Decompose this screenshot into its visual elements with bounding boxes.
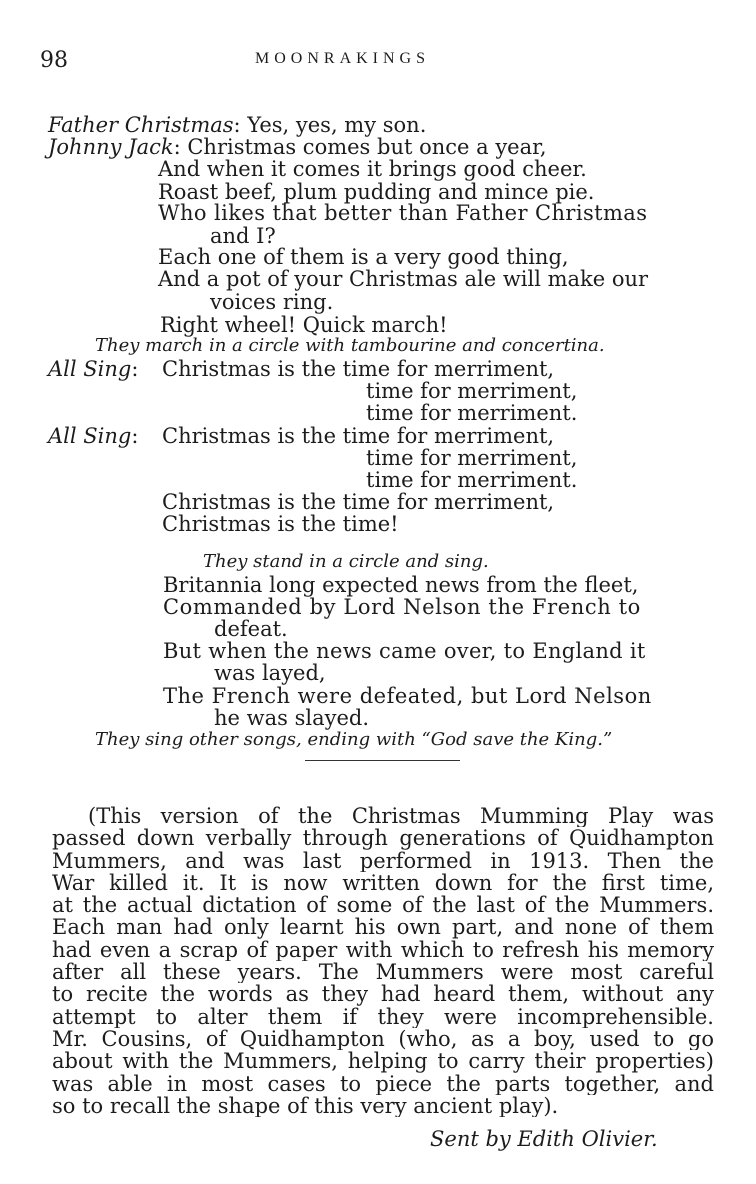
stage-direction: They march in a circle with tambourine and concertina. — [95, 335, 605, 356]
song-line: Christmas is the time for merriment, — [162, 357, 555, 381]
dialogue-line — [48, 135, 547, 159]
speech-line: Right wheel! Quick march! — [160, 313, 448, 337]
note-line: had even a scrap of paper with which to refresh his memory — [52, 938, 714, 962]
verse-line: Commanded by Lord Nelson the French to — [163, 595, 641, 619]
verse-line: defeat. — [214, 617, 288, 641]
song-line: time for merriment, — [366, 446, 578, 470]
note-line: was able in most cases to piece the parts together, and — [52, 1072, 714, 1095]
song-line: Christmas is the time! — [162, 512, 399, 536]
verse-line: Britannia long expected news from the fleet, — [163, 573, 639, 597]
verse-line: But when the news came over, to England it — [163, 639, 646, 663]
speaker-name: Johnny Jack — [48, 135, 174, 159]
note-line: about with the Mummers, helping to carry their properties) — [52, 1050, 714, 1073]
note-line: attempt to alter them if they were incomprehensible. — [52, 1005, 714, 1028]
note-line: Mummers, and was last performed in 1913. Then the — [52, 849, 714, 872]
speech-line: And a pot of your Christmas ale will make our — [158, 267, 649, 291]
note-line: Mr. Cousins, of Quidhampton (who, as a boy, used to go — [52, 1027, 714, 1051]
dialogue-line — [48, 113, 426, 137]
signature: Sent by Edith Olivier. — [430, 1127, 658, 1151]
note-line: so to recall the shape of this very ancient play). — [52, 1094, 559, 1118]
speech-line: Each one of them is a very good thing, — [158, 245, 569, 269]
page-header — [40, 48, 730, 78]
stage-direction: They sing other songs, ending with “God save the King.” — [95, 729, 613, 750]
note-line: to recite the words as they had heard them, without any — [52, 983, 714, 1006]
section-divider — [305, 760, 460, 761]
page-number: 98 — [40, 48, 68, 73]
song-line: time for merriment. — [366, 401, 578, 425]
verse-line: The French were defeated, but Lord Nelson — [163, 684, 652, 708]
song-line: Christmas is the time for merriment, — [162, 424, 555, 448]
song-line: time for merriment. — [366, 468, 578, 492]
speaker-name: All Sing — [48, 424, 132, 448]
speech-line: And when it comes it brings good cheer. — [158, 157, 587, 181]
note-line: after all these years. The Mummers were most careful — [52, 961, 714, 984]
song-line: All Sing: — [48, 424, 139, 448]
note-line: War killed it. It is now written down for the first time, — [52, 871, 714, 895]
note-line: Each man had only learnt his own part, and none of them — [52, 916, 714, 939]
speaker-name: All Sing — [48, 357, 132, 381]
note-line: (This version of the Christmas Mumming Play was — [88, 805, 714, 828]
speech-line: voices ring. — [210, 290, 334, 314]
speech-text: : Yes, yes, my son. — [233, 113, 427, 137]
verse-line: he was slayed. — [214, 706, 369, 730]
stage-direction: They stand in a circle and sing. — [203, 551, 489, 572]
song-line: time for merriment, — [366, 379, 578, 403]
speech-line: Who likes that better than Father Christmas — [158, 201, 648, 225]
song-line: Christmas is the time for merriment, — [162, 490, 555, 514]
note-line: at the actual dictation of some of the last of the Mummers. — [52, 894, 714, 917]
speech-line: and I? — [210, 224, 276, 248]
running-title: MOONRAKINGS — [255, 50, 431, 67]
editorial-note — [52, 805, 714, 1117]
speech-text: : Christmas comes but once a year, — [173, 135, 547, 159]
song-line: All Sing: — [48, 357, 139, 381]
speaker-name: Father Christmas — [48, 113, 234, 137]
verse-line: was layed, — [214, 661, 326, 685]
speech-line: Roast beef, plum pudding and mince pie. — [158, 180, 595, 204]
note-line: passed down verbally through generations of Quidhampton — [52, 827, 714, 850]
